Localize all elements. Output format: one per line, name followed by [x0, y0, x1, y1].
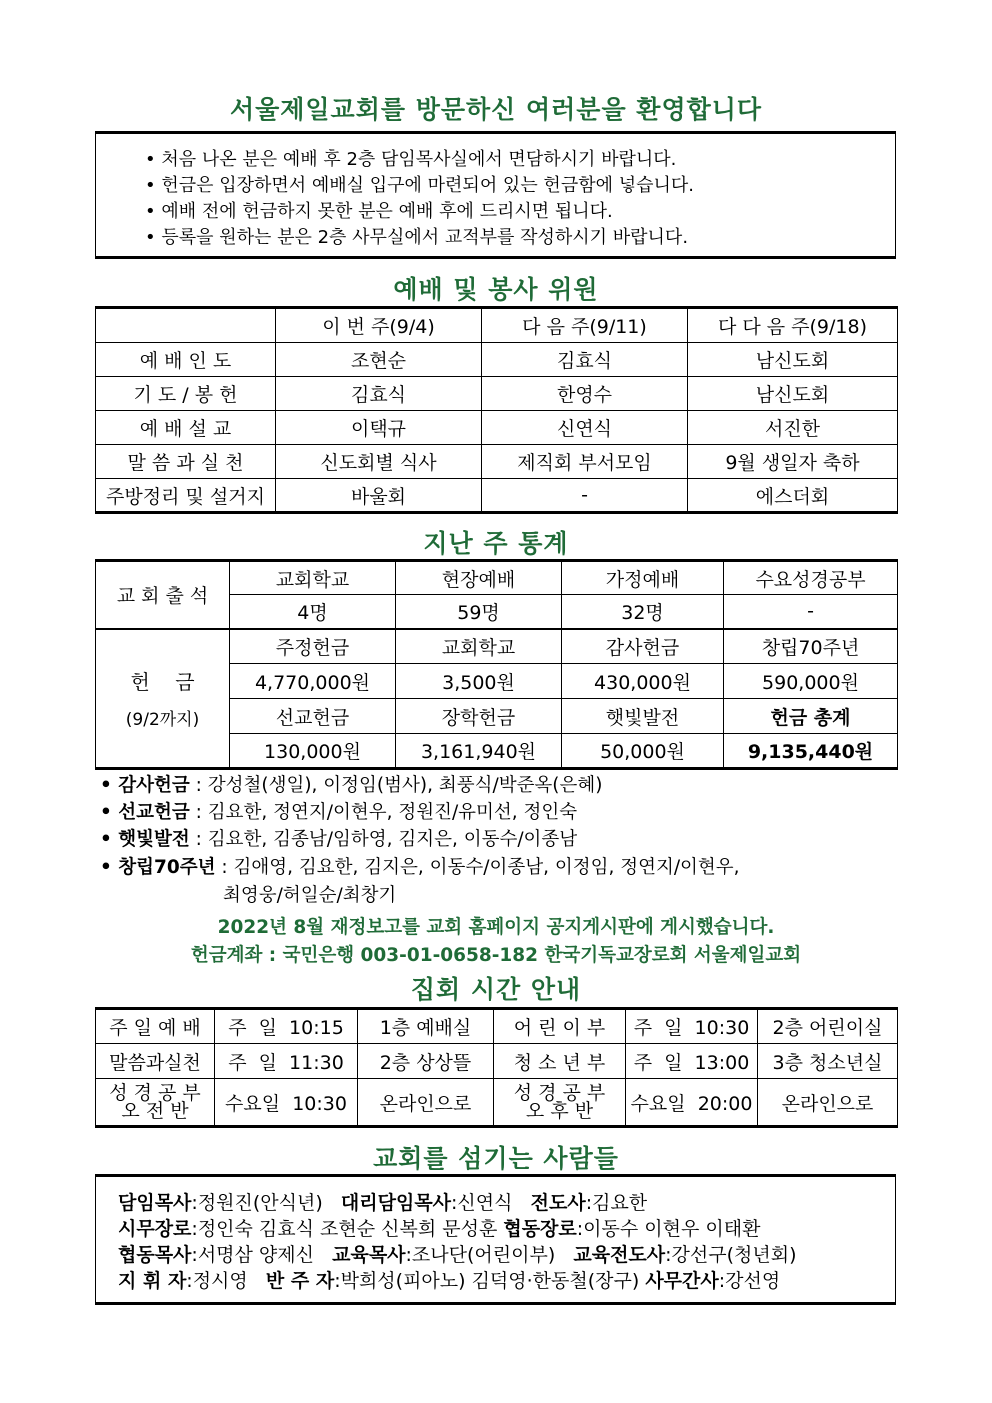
table-row [96, 343, 898, 377]
meeting-time: 주 일 11:30 [215, 1044, 358, 1079]
table-cell: 신연식 [482, 411, 688, 445]
note-continuation: 최영웅/허일순/최창기 [223, 885, 397, 906]
meeting-place: 2층 상상뜰 [358, 1044, 494, 1079]
row-label: 주방정리 및 설거지 [96, 479, 276, 513]
table-header [96, 308, 276, 343]
table-cell: - [482, 479, 688, 513]
total-value: 9,135,440원 [724, 734, 898, 769]
table-cell: 이택규 [276, 411, 482, 445]
table-header: 교회학교 [230, 561, 396, 595]
note-line: • 창립70주년 : 김애영, 김요한, 김지은, 이동수/이종남, 이정임, 정연지/이현우, [100, 857, 740, 878]
table-header-row [96, 308, 898, 343]
staff-line: 협동목사:서명삼 양제신 교육목사:조나단(어린이부) 교육전도사:강선구(청년회) [118, 1244, 797, 1266]
meeting-place: 온라인으로 [758, 1079, 898, 1127]
meeting-name: 성 경 공 부 오 전 반 [96, 1079, 215, 1127]
meeting-name: 청 소 년 부 [494, 1044, 626, 1079]
meeting-name: 말씀과실천 [96, 1044, 215, 1079]
announcement: 2022년 8월 재정보고를 교회 홈페이지 공지게시판에 게시했습니다. [217, 917, 775, 938]
table-row [96, 1079, 898, 1127]
table-header: 햇빛발전 [562, 699, 724, 734]
table-cell: 32명 [562, 595, 724, 629]
table-cell: 4,770,000원 [230, 664, 396, 699]
table-row [96, 1009, 898, 1044]
meeting-time: 수요일 20:00 [626, 1079, 758, 1127]
service-title: 예배 및 봉사 위원 [393, 275, 599, 304]
meeting-place: 1층 예배실 [358, 1009, 494, 1044]
note-line: • 햇빛발전 : 김요한, 김종남/임하영, 김지은, 이동수/이종남 [100, 829, 578, 850]
table-cell: 3,161,940원 [396, 734, 562, 769]
row-label: 기 도 / 봉 헌 [96, 377, 276, 411]
table-row [96, 411, 898, 445]
note-line: • 감사헌금 : 강성철(생일), 이정임(범사), 최풍식/박준옥(은혜) [100, 775, 603, 796]
table-cell: 제직회 부서모임 [482, 445, 688, 479]
offering-label-cell [96, 629, 230, 769]
table-cell: 에스더회 [688, 479, 898, 513]
table-cell: 신도회별 식사 [276, 445, 482, 479]
row-label: 말 씀 과 실 천 [96, 445, 276, 479]
table-header: 주정헌금 [230, 629, 396, 664]
offering-label: 헌 금 [130, 670, 195, 695]
staff-line: 지 휘 자:정시영 반 주 자:박희성(피아노) 김덕영·한동철(장구) 사무간사:강선영 [118, 1270, 781, 1292]
meeting-name: 성 경 공 부 오 후 반 [494, 1079, 626, 1127]
meeting-place: 온라인으로 [358, 1079, 494, 1127]
table-header: 선교헌금 [230, 699, 396, 734]
row-label: 예 배 인 도 [96, 343, 276, 377]
row-label: 예 배 설 교 [96, 411, 276, 445]
meeting-time: 주 일 10:15 [215, 1009, 358, 1044]
table-cell: 4명 [230, 595, 396, 629]
meeting-place: 3층 청소년실 [758, 1044, 898, 1079]
table-header: 감사헌금 [562, 629, 724, 664]
welcome-item: • 처음 나온 분은 예배 후 2층 담임목사실에서 면담하시기 바랍니다. [145, 149, 677, 170]
table-cell: 9월 생일자 축하 [688, 445, 898, 479]
table-cell: 조현순 [276, 343, 482, 377]
offering-sub: (9/2까지) [125, 710, 200, 731]
meeting-time: 수요일 10:30 [215, 1079, 358, 1127]
table-row [96, 377, 898, 411]
meeting-name: 어 린 이 부 [494, 1009, 626, 1044]
table-row [96, 445, 898, 479]
meeting-time: 주 일 10:30 [626, 1009, 758, 1044]
table-row [96, 629, 898, 664]
table-header: 현장예배 [396, 561, 562, 595]
stats-table [95, 559, 898, 770]
table-header: 교회학교 [396, 629, 562, 664]
table-cell: 한영수 [482, 377, 688, 411]
table-cell: 남신도회 [688, 377, 898, 411]
table-cell: 130,000원 [230, 734, 396, 769]
table-cell: 김효식 [482, 343, 688, 377]
attendance-label: 교 회 출 석 [96, 561, 230, 629]
total-header: 헌금 총계 [724, 699, 898, 734]
welcome-title: 서울제일교회를 방문하신 여러분을 환영합니다 [229, 95, 763, 124]
table-header: 이 번 주(9/4) [276, 308, 482, 343]
table-cell: 50,000원 [562, 734, 724, 769]
bank-account: 헌금계좌 : 국민은행 003-01-0658-182 한국기독교장로회 서울제일교회 [190, 945, 802, 966]
note-line: • 선교헌금 : 김요한, 정연지/이현우, 정원진/유미선, 정인숙 [100, 802, 578, 823]
table-header: 다 음 주(9/11) [482, 308, 688, 343]
table-row [96, 561, 898, 595]
table-cell: 3,500원 [396, 664, 562, 699]
table-cell: 59명 [396, 595, 562, 629]
table-cell: 서진한 [688, 411, 898, 445]
meeting-place: 2층 어린이실 [758, 1009, 898, 1044]
staff-line: 담임목사:정원진(안식년) 대리담임목사:신연식 전도사:김요한 [118, 1192, 648, 1214]
welcome-item: • 헌금은 입장하면서 예배실 입구에 마련되어 있는 헌금함에 넣습니다. [145, 175, 694, 196]
table-header: 가정예배 [562, 561, 724, 595]
table-header: 다 다 음 주(9/18) [688, 308, 898, 343]
table-row [96, 1044, 898, 1079]
meetings-title: 집회 시간 안내 [410, 975, 582, 1004]
meetings-table [95, 1007, 898, 1128]
service-table [95, 306, 898, 514]
meeting-time: 주 일 13:00 [626, 1044, 758, 1079]
table-header: 장학헌금 [396, 699, 562, 734]
welcome-item: • 등록을 원하는 분은 2층 사무실에서 교적부를 작성하시기 바랍니다. [145, 227, 689, 248]
table-cell: 남신도회 [688, 343, 898, 377]
stats-title: 지난 주 통계 [423, 529, 569, 558]
table-header: 창립70주년 [724, 629, 898, 664]
table-header: 수요성경공부 [724, 561, 898, 595]
table-cell: 590,000원 [724, 664, 898, 699]
welcome-item: • 예배 전에 헌금하지 못한 분은 예배 후에 드리시면 됩니다. [145, 201, 613, 222]
table-cell: 김효식 [276, 377, 482, 411]
table-row [96, 479, 898, 513]
meeting-name: 주 일 예 배 [96, 1009, 215, 1044]
table-cell: - [724, 595, 898, 629]
staff-title: 교회를 섬기는 사람들 [373, 1144, 619, 1173]
table-cell: 430,000원 [562, 664, 724, 699]
staff-line: 시무장로:정인숙 김효식 조현순 신복희 문성훈 협동장로:이동수 이현우 이태환 [118, 1218, 761, 1240]
table-cell: 바울회 [276, 479, 482, 513]
